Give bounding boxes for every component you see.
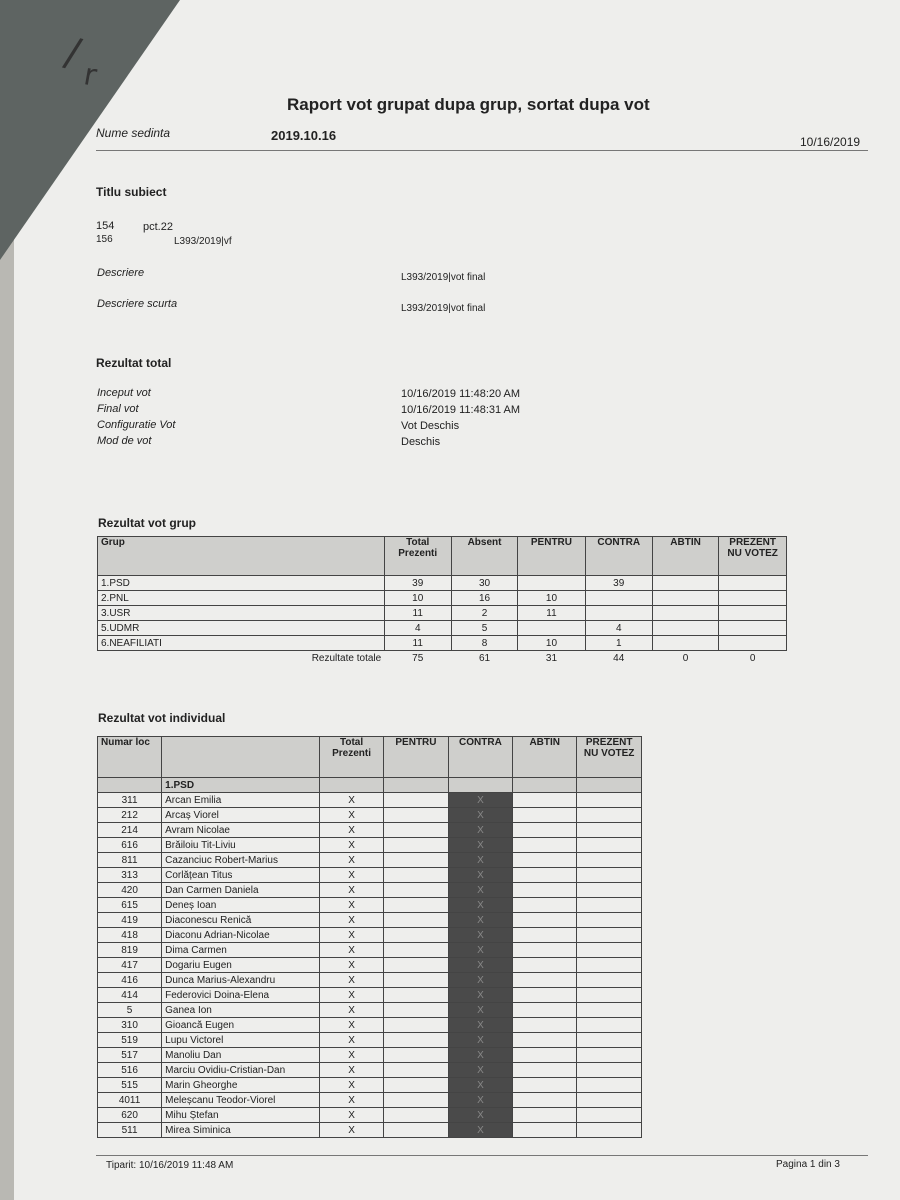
abtin-cell	[513, 793, 577, 808]
group-header-cell: Grup	[98, 537, 385, 576]
prezent-nu-votez-cell	[577, 943, 642, 958]
contra-mark: X	[448, 1108, 513, 1123]
total-heading: Rezultat total	[96, 356, 172, 370]
member-name: Mihu Ștefan	[162, 1108, 320, 1123]
subject-heading: Titlu subiect	[96, 185, 167, 199]
member-name: Arcaș Viorel	[162, 808, 320, 823]
group-cell	[652, 591, 718, 606]
contra-mark: X	[448, 793, 513, 808]
present-mark: X	[319, 808, 383, 823]
individual-header-cell: PENTRU	[384, 737, 448, 778]
contra-mark: X	[448, 973, 513, 988]
member-row	[98, 1048, 642, 1063]
total-row-label: Mod de vot	[97, 435, 152, 447]
present-mark: X	[319, 958, 383, 973]
prezent-nu-votez-cell	[577, 1063, 642, 1078]
individual-header-cell: PREZENT NU VOTEZ	[577, 737, 642, 778]
present-mark: X	[319, 1123, 383, 1138]
group-cell: 2	[451, 606, 518, 621]
group-results-table	[97, 536, 787, 665]
group-cell: 1.PSD	[98, 576, 385, 591]
contra-mark: X	[448, 943, 513, 958]
member-name: Ganea Ion	[162, 1003, 320, 1018]
group-row	[98, 591, 787, 606]
individual-header-cell: Numar loc	[98, 737, 162, 778]
member-name: Meleșcanu Teodor-Viorel	[162, 1093, 320, 1108]
prezent-nu-votez-cell	[577, 1048, 642, 1063]
pentru-cell	[384, 1078, 448, 1093]
member-row	[98, 808, 642, 823]
pentru-cell	[384, 943, 448, 958]
member-name: Gioancă Eugen	[162, 1018, 320, 1033]
member-name: Dima Carmen	[162, 943, 320, 958]
subject-line1-a: 154	[96, 220, 115, 232]
member-row	[98, 823, 642, 838]
seat-number: 511	[98, 1123, 162, 1138]
prezent-nu-votez-cell	[577, 808, 642, 823]
seat-number: 416	[98, 973, 162, 988]
group-cell: 10	[384, 591, 451, 606]
group-cell: 8	[451, 636, 518, 651]
prezent-nu-votez-cell	[577, 898, 642, 913]
abtin-cell	[513, 838, 577, 853]
prezent-nu-votez-cell	[577, 928, 642, 943]
total-row-value: Vot Deschis	[401, 420, 460, 432]
abtin-cell	[513, 913, 577, 928]
individual-heading: Rezultat vot individual	[98, 711, 226, 725]
contra-mark: X	[448, 988, 513, 1003]
seat-number: 212	[98, 808, 162, 823]
total-row-value: Deschis	[401, 436, 441, 448]
member-row	[98, 868, 642, 883]
pentru-cell	[384, 958, 448, 973]
group-row	[98, 636, 787, 651]
group-cell	[652, 606, 718, 621]
group-cell	[719, 621, 787, 636]
seat-number: 811	[98, 853, 162, 868]
group-cell: 11	[518, 606, 585, 621]
group-cell: 10	[518, 636, 585, 651]
group-header-cell: CONTRA	[585, 537, 652, 576]
pentru-cell	[384, 988, 448, 1003]
pen-mark-icon: r	[81, 57, 100, 94]
description-value: L393/2019|vot final	[401, 272, 486, 283]
total-row-value: 10/16/2019 11:48:20 AM	[401, 388, 521, 400]
present-mark: X	[319, 1063, 383, 1078]
prezent-nu-votez-cell	[577, 823, 642, 838]
contra-mark: X	[448, 1018, 513, 1033]
member-name: Marin Gheorghe	[162, 1078, 320, 1093]
contra-mark: X	[448, 1093, 513, 1108]
prezent-nu-votez-cell	[577, 913, 642, 928]
present-mark: X	[319, 898, 383, 913]
member-row	[98, 1003, 642, 1018]
group-header-cell: ABTIN	[652, 537, 718, 576]
seat-number: 313	[98, 868, 162, 883]
group-cell	[719, 636, 787, 651]
totals-cell: 0	[749, 652, 756, 664]
member-row	[98, 973, 642, 988]
individual-header-cell: ABTIN	[513, 737, 577, 778]
abtin-cell	[513, 883, 577, 898]
group-cell: 11	[384, 636, 451, 651]
abtin-cell	[513, 853, 577, 868]
totals-cell: 31	[545, 652, 558, 664]
seat-number: 819	[98, 943, 162, 958]
group-cell: 11	[384, 606, 451, 621]
present-mark: X	[319, 838, 383, 853]
header-divider	[96, 150, 868, 151]
member-row	[98, 913, 642, 928]
contra-mark: X	[448, 868, 513, 883]
seat-number: 311	[98, 793, 162, 808]
group-cell: 1	[585, 636, 652, 651]
abtin-cell	[513, 1108, 577, 1123]
abtin-cell	[513, 1093, 577, 1108]
individual-results-table	[97, 736, 642, 1138]
present-mark: X	[319, 1108, 383, 1123]
group-cell: 5.UDMR	[98, 621, 385, 636]
prezent-nu-votez-cell	[577, 1108, 642, 1123]
group-cell: 4	[585, 621, 652, 636]
pentru-cell	[384, 1093, 448, 1108]
contra-mark: X	[448, 928, 513, 943]
present-mark: X	[319, 928, 383, 943]
member-row	[98, 883, 642, 898]
pentru-cell	[384, 1003, 448, 1018]
total-row-label: Configuratie Vot	[97, 419, 176, 431]
contra-mark: X	[448, 1003, 513, 1018]
member-row	[98, 793, 642, 808]
member-name: Cazanciuc Robert-Marius	[162, 853, 320, 868]
total-row-value: 10/16/2019 11:48:31 AM	[401, 404, 521, 416]
prezent-nu-votez-cell	[577, 973, 642, 988]
contra-mark: X	[448, 1033, 513, 1048]
prezent-nu-votez-cell	[577, 1123, 642, 1138]
prezent-nu-votez-cell	[577, 793, 642, 808]
present-mark: X	[319, 868, 383, 883]
member-row	[98, 1063, 642, 1078]
member-name: Dan Carmen Daniela	[162, 883, 320, 898]
total-row-label: Inceput vot	[97, 387, 151, 399]
member-name: Brăiloiu Tit-Liviu	[162, 838, 320, 853]
member-name: Deneș Ioan	[162, 898, 320, 913]
contra-mark: X	[448, 1078, 513, 1093]
member-name: Corlățean Titus	[162, 868, 320, 883]
member-row	[98, 1108, 642, 1123]
individual-header-cell: Total Prezenti	[319, 737, 383, 778]
group-header-cell: PREZENT NU VOTEZ	[719, 537, 787, 576]
pentru-cell	[384, 793, 448, 808]
member-name: Arcan Emilia	[162, 793, 320, 808]
abtin-cell	[513, 973, 577, 988]
group-cell: 3.USR	[98, 606, 385, 621]
group-cell	[652, 621, 718, 636]
present-mark: X	[319, 1048, 383, 1063]
seat-number: 615	[98, 898, 162, 913]
pentru-cell	[384, 808, 448, 823]
abtin-cell	[513, 943, 577, 958]
present-mark: X	[319, 823, 383, 838]
group-cell	[518, 576, 585, 591]
group-cell	[719, 591, 787, 606]
total-row-label: Final vot	[97, 403, 139, 415]
present-mark: X	[319, 1018, 383, 1033]
contra-mark: X	[448, 838, 513, 853]
session-value: 2019.10.16	[271, 128, 337, 143]
contra-mark: X	[448, 958, 513, 973]
subject-line2-a: 156	[96, 234, 113, 245]
seat-number: 414	[98, 988, 162, 1003]
group-cell	[719, 576, 787, 591]
contra-mark: X	[448, 853, 513, 868]
member-row	[98, 1033, 642, 1048]
member-row	[98, 1018, 642, 1033]
member-name: Federovici Doina-Elena	[162, 988, 320, 1003]
seat-number: 4011	[98, 1093, 162, 1108]
present-mark: X	[319, 793, 383, 808]
prezent-nu-votez-cell	[577, 868, 642, 883]
abtin-cell	[513, 1033, 577, 1048]
contra-mark: X	[448, 823, 513, 838]
seat-number: 417	[98, 958, 162, 973]
seat-number: 616	[98, 838, 162, 853]
contra-mark: X	[448, 898, 513, 913]
present-mark: X	[319, 988, 383, 1003]
group-cell: 30	[451, 576, 518, 591]
present-mark: X	[319, 1093, 383, 1108]
group-cell: 4	[384, 621, 451, 636]
present-mark: X	[319, 973, 383, 988]
abtin-cell	[513, 868, 577, 883]
pentru-cell	[384, 853, 448, 868]
description-label: Descriere	[97, 267, 145, 279]
member-row	[98, 898, 642, 913]
prezent-nu-votez-cell	[577, 958, 642, 973]
member-name: Dogariu Eugen	[162, 958, 320, 973]
footer-divider	[96, 1155, 868, 1156]
group-cell: 39	[384, 576, 451, 591]
member-row	[98, 928, 642, 943]
group-label-cell	[98, 778, 162, 793]
short-description-value: L393/2019|vot final	[401, 303, 486, 314]
pentru-cell	[384, 1048, 448, 1063]
member-row	[98, 988, 642, 1003]
group-label-cell	[319, 778, 383, 793]
abtin-cell	[513, 808, 577, 823]
group-heading: Rezultat vot grup	[98, 516, 196, 530]
member-row	[98, 1078, 642, 1093]
page-number: Pagina 1 din 3	[776, 1159, 840, 1170]
member-row	[98, 853, 642, 868]
contra-mark: X	[448, 913, 513, 928]
contra-mark: X	[448, 1123, 513, 1138]
group-cell: 39	[585, 576, 652, 591]
printed-timestamp: Tiparit: 10/16/2019 11:48 AM	[106, 1160, 234, 1171]
present-mark: X	[319, 1033, 383, 1048]
group-row	[98, 576, 787, 591]
group-cell: 5	[451, 621, 518, 636]
seat-number: 214	[98, 823, 162, 838]
member-row	[98, 838, 642, 853]
seat-number: 515	[98, 1078, 162, 1093]
pentru-cell	[384, 1033, 448, 1048]
group-label-cell	[577, 778, 642, 793]
pentru-cell	[384, 838, 448, 853]
totals-cell: 44	[613, 652, 625, 664]
group-totals-row	[98, 651, 787, 666]
totals-cell: 0	[682, 652, 689, 664]
seat-number: 418	[98, 928, 162, 943]
seat-number: 620	[98, 1108, 162, 1123]
pentru-cell	[384, 1018, 448, 1033]
seat-number: 5	[98, 1003, 162, 1018]
short-description-label: Descriere scurta	[97, 298, 178, 310]
member-row	[98, 1093, 642, 1108]
prezent-nu-votez-cell	[577, 1033, 642, 1048]
abtin-cell	[513, 1078, 577, 1093]
group-label-cell	[513, 778, 577, 793]
member-name: Avram Nicolae	[162, 823, 320, 838]
group-header-cell: Total Prezenti	[384, 537, 451, 576]
totals-label: Rezultate totale	[311, 652, 382, 664]
group-label-row	[98, 778, 642, 793]
present-mark: X	[319, 913, 383, 928]
contra-mark: X	[448, 1063, 513, 1078]
abtin-cell	[513, 1018, 577, 1033]
pentru-cell	[384, 1123, 448, 1138]
contra-mark: X	[448, 808, 513, 823]
abtin-cell	[513, 958, 577, 973]
group-row	[98, 606, 787, 621]
present-mark: X	[319, 883, 383, 898]
pentru-cell	[384, 868, 448, 883]
prezent-nu-votez-cell	[577, 1093, 642, 1108]
member-row	[98, 943, 642, 958]
seat-number: 516	[98, 1063, 162, 1078]
seat-number: 517	[98, 1048, 162, 1063]
pentru-cell	[384, 823, 448, 838]
member-name: Marciu Ovidiu-Cristian-Dan	[162, 1063, 320, 1078]
pen-mark-icon: /	[60, 29, 86, 77]
prezent-nu-votez-cell	[577, 1018, 642, 1033]
group-cell: 2.PNL	[98, 591, 385, 606]
group-label-cell	[384, 778, 448, 793]
abtin-cell	[513, 1123, 577, 1138]
prezent-nu-votez-cell	[577, 853, 642, 868]
group-cell	[585, 591, 652, 606]
pentru-cell	[384, 973, 448, 988]
individual-header-cell: CONTRA	[448, 737, 513, 778]
member-row	[98, 958, 642, 973]
member-name: Diaconescu Renică	[162, 913, 320, 928]
pentru-cell	[384, 1063, 448, 1078]
pentru-cell	[384, 1108, 448, 1123]
group-cell	[585, 606, 652, 621]
group-cell	[719, 606, 787, 621]
member-name: Lupu Victorel	[162, 1033, 320, 1048]
prezent-nu-votez-cell	[577, 988, 642, 1003]
group-cell	[518, 621, 585, 636]
group-cell: 6.NEAFILIATI	[98, 636, 385, 651]
member-name: Manoliu Dan	[162, 1048, 320, 1063]
member-name: Diaconu Adrian-Nicolae	[162, 928, 320, 943]
abtin-cell	[513, 1048, 577, 1063]
prezent-nu-votez-cell	[577, 838, 642, 853]
seat-number: 519	[98, 1033, 162, 1048]
group-label: 1.PSD	[162, 778, 320, 793]
group-cell	[652, 576, 718, 591]
pentru-cell	[384, 913, 448, 928]
member-name: Dunca Marius-Alexandru	[162, 973, 320, 988]
group-cell: 16	[451, 591, 518, 606]
present-mark: X	[319, 1003, 383, 1018]
group-row	[98, 621, 787, 636]
report-date: 10/16/2019	[800, 135, 861, 149]
seat-number: 419	[98, 913, 162, 928]
group-cell: 10	[518, 591, 585, 606]
seat-number: 420	[98, 883, 162, 898]
present-mark: X	[319, 943, 383, 958]
contra-mark: X	[448, 1048, 513, 1063]
contra-mark: X	[448, 883, 513, 898]
page-title: Raport vot grupat dupa grup, sortat dupa vot	[287, 95, 650, 114]
pentru-cell	[384, 928, 448, 943]
prezent-nu-votez-cell	[577, 1078, 642, 1093]
individual-header-cell	[162, 737, 320, 778]
abtin-cell	[513, 1003, 577, 1018]
totals-cell: 75	[412, 652, 424, 664]
member-row	[98, 1123, 642, 1138]
seat-number: 310	[98, 1018, 162, 1033]
group-header-cell: Absent	[451, 537, 518, 576]
member-name: Mirea Siminica	[162, 1123, 320, 1138]
group-cell	[652, 636, 718, 651]
abtin-cell	[513, 928, 577, 943]
pentru-cell	[384, 898, 448, 913]
abtin-cell	[513, 1063, 577, 1078]
abtin-cell	[513, 988, 577, 1003]
prezent-nu-votez-cell	[577, 883, 642, 898]
abtin-cell	[513, 898, 577, 913]
abtin-cell	[513, 823, 577, 838]
group-label-cell	[448, 778, 513, 793]
session-label: Nume sedinta	[96, 126, 171, 140]
prezent-nu-votez-cell	[577, 1003, 642, 1018]
totals-cell: 61	[478, 652, 491, 664]
present-mark: X	[319, 1078, 383, 1093]
subject-line2-b: L393/2019|vf	[174, 236, 232, 247]
group-header-cell: PENTRU	[518, 537, 585, 576]
pentru-cell	[384, 883, 448, 898]
subject-line1-b: pct.22	[143, 221, 173, 233]
present-mark: X	[319, 853, 383, 868]
